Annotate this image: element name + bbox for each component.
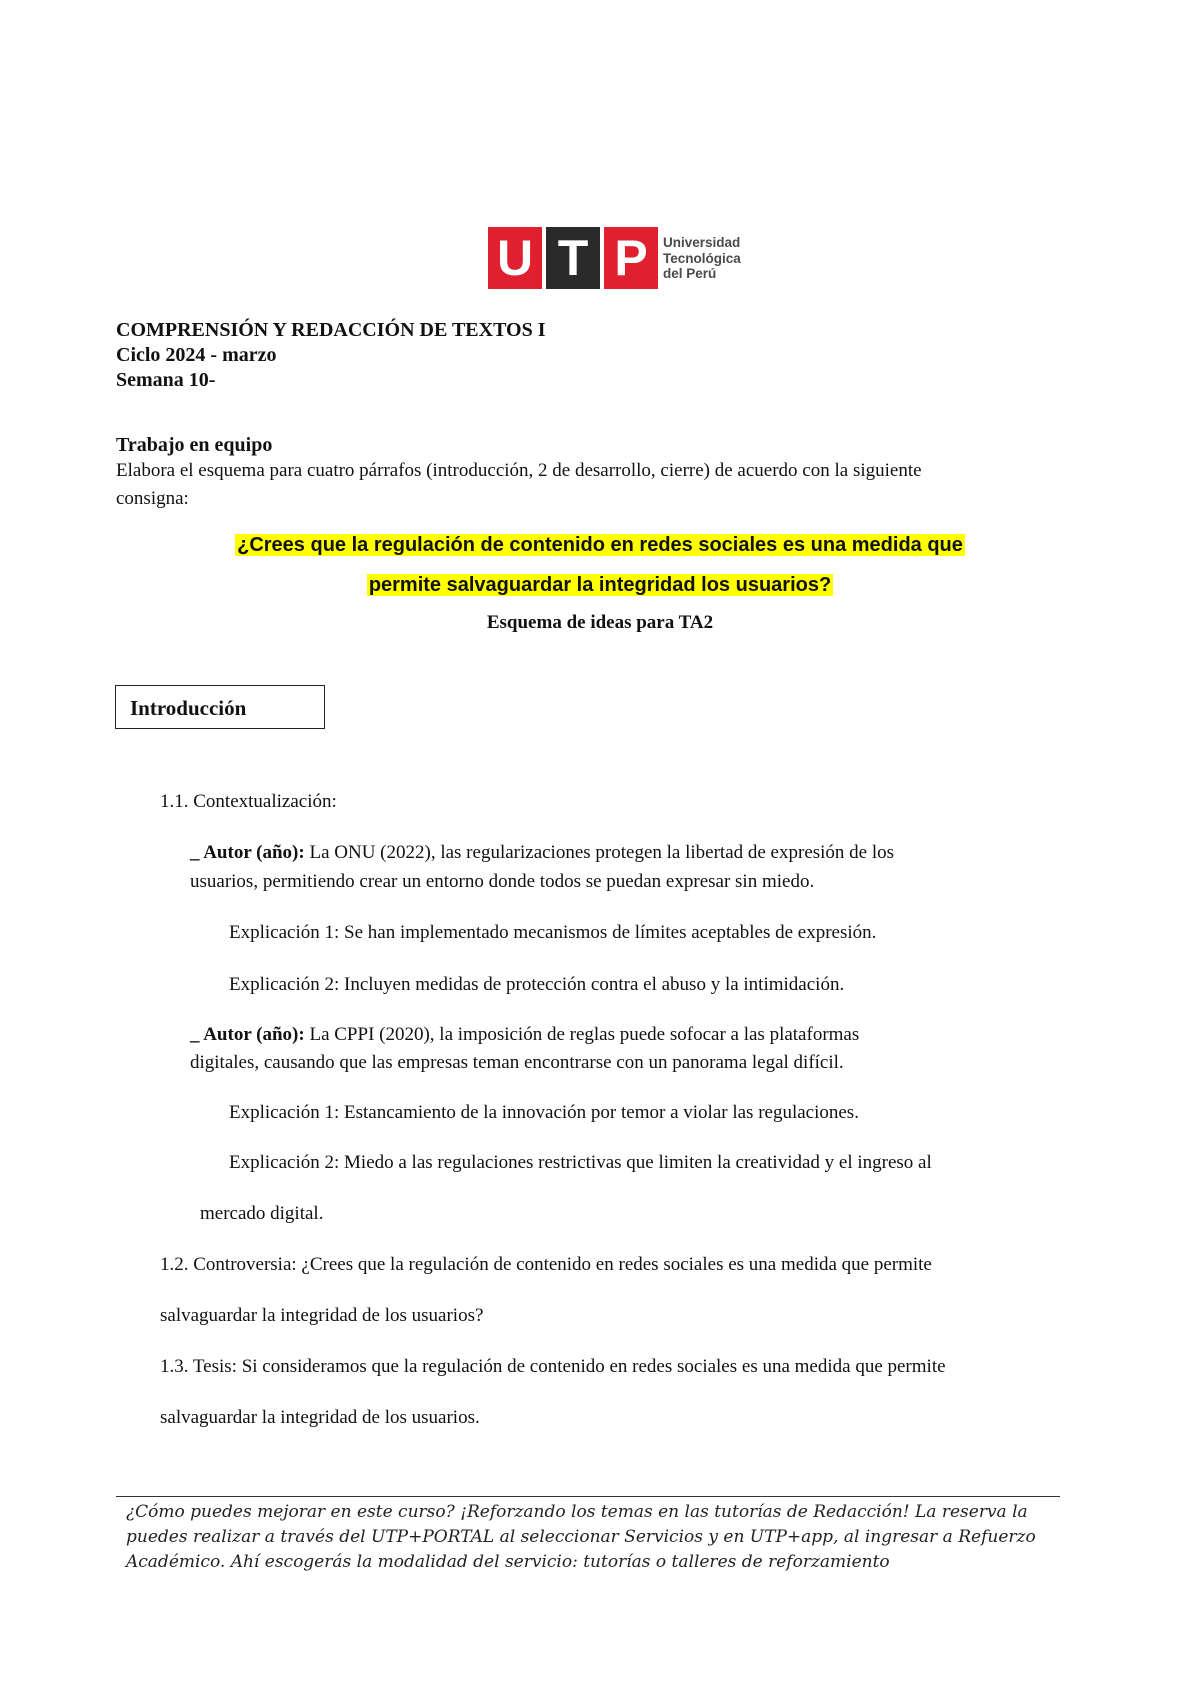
author2-explanation1: Explicación 1: Estancamiento de la innovación por temor a violar las regulaciones. bbox=[229, 1102, 859, 1123]
author1-line2: usuarios, permitiendo crear un entorno donde todos se puedan expresar sin miedo. bbox=[190, 871, 815, 892]
course-title: COMPRENSIÓN Y REDACCIÓN DE TEXTOS I bbox=[116, 319, 546, 341]
thesis-line2: salvaguardar la integridad de los usuarios. bbox=[160, 1407, 480, 1428]
author1-explanation2: Explicación 2: Incluyen medidas de protección contra el abuso y la intimidación. bbox=[229, 974, 845, 995]
footer-note: ¿Cómo puedes mejorar en este curso? ¡Reforzando los temas en las tutorías de Redacción! La reserva la puedes realizar a través del UTP+PORTAL al seleccionar Servicios y en UTP+app, al ingresar a Refuerzo Académico. Ahí escogerás la modalidad del servicio: tutorías o talleres de reforzamiento bbox=[126, 1502, 1036, 1572]
controversy-line2: salvaguardar la integridad de los usuarios? bbox=[160, 1305, 484, 1326]
author1-explanation1: Explicación 1: Se han implementado mecanismos de límites aceptables de expresión. bbox=[229, 922, 877, 943]
author2-line2: digitales, causando que las empresas teman encontrarse con un panorama legal difícil. bbox=[190, 1052, 844, 1073]
author2-label: _ Autor (año): bbox=[190, 1024, 305, 1045]
course-week: Semana 10- bbox=[116, 369, 216, 391]
contextualization-heading: 1.1. Contextualización: bbox=[160, 791, 337, 812]
scheme-title: Esquema de ideas para TA2 bbox=[486, 612, 714, 633]
task-title: Trabajo en equipo bbox=[116, 434, 273, 456]
thesis-line1: 1.3. Tesis: Si consideramos que la regulación de contenido en redes sociales es una medida que permite bbox=[160, 1356, 946, 1377]
author1-line1: _ Autor (año): La ONU (2022), las regularizaciones protegen la libertad de expresión de los bbox=[190, 842, 895, 863]
logo-subtitle: Universidad Tecnológica del Perú bbox=[663, 235, 741, 281]
footer-divider bbox=[116, 1496, 1060, 1497]
author1-label: _ Autor (año): bbox=[190, 842, 305, 863]
author2-line1: _ Autor (año): La CPPI (2020), la imposición de reglas puede sofocar a las plataformas bbox=[190, 1024, 860, 1045]
author2-explanation2-line1: Explicación 2: Miedo a las regulaciones restrictivas que limiten la creatividad y el ingreso al bbox=[229, 1152, 932, 1173]
section-introduction-box: Introducción bbox=[115, 685, 325, 729]
question-line2: permite salvaguardar la integridad los usuarios? bbox=[368, 574, 832, 596]
author2-explanation2-line2: mercado digital. bbox=[200, 1203, 324, 1224]
utp-logo bbox=[488, 227, 750, 289]
task-instruction-line1: Elabora el esquema para cuatro párrafos (introducción, 2 de desarrollo, cierre) de acuerdo con la siguiente bbox=[116, 460, 922, 481]
logo-letter-t: T bbox=[546, 227, 600, 289]
logo-letter-p: P bbox=[604, 227, 658, 289]
logo-letter-u: U bbox=[488, 227, 542, 289]
question-line1: ¿Crees que la regulación de contenido en redes sociales es una medida que bbox=[237, 534, 963, 556]
task-instruction-line2: consigna: bbox=[116, 488, 189, 509]
course-cycle: Ciclo 2024 - marzo bbox=[116, 344, 277, 366]
controversy-line1: 1.2. Controversia: ¿Crees que la regulación de contenido en redes sociales es una medida que permite bbox=[160, 1254, 932, 1275]
